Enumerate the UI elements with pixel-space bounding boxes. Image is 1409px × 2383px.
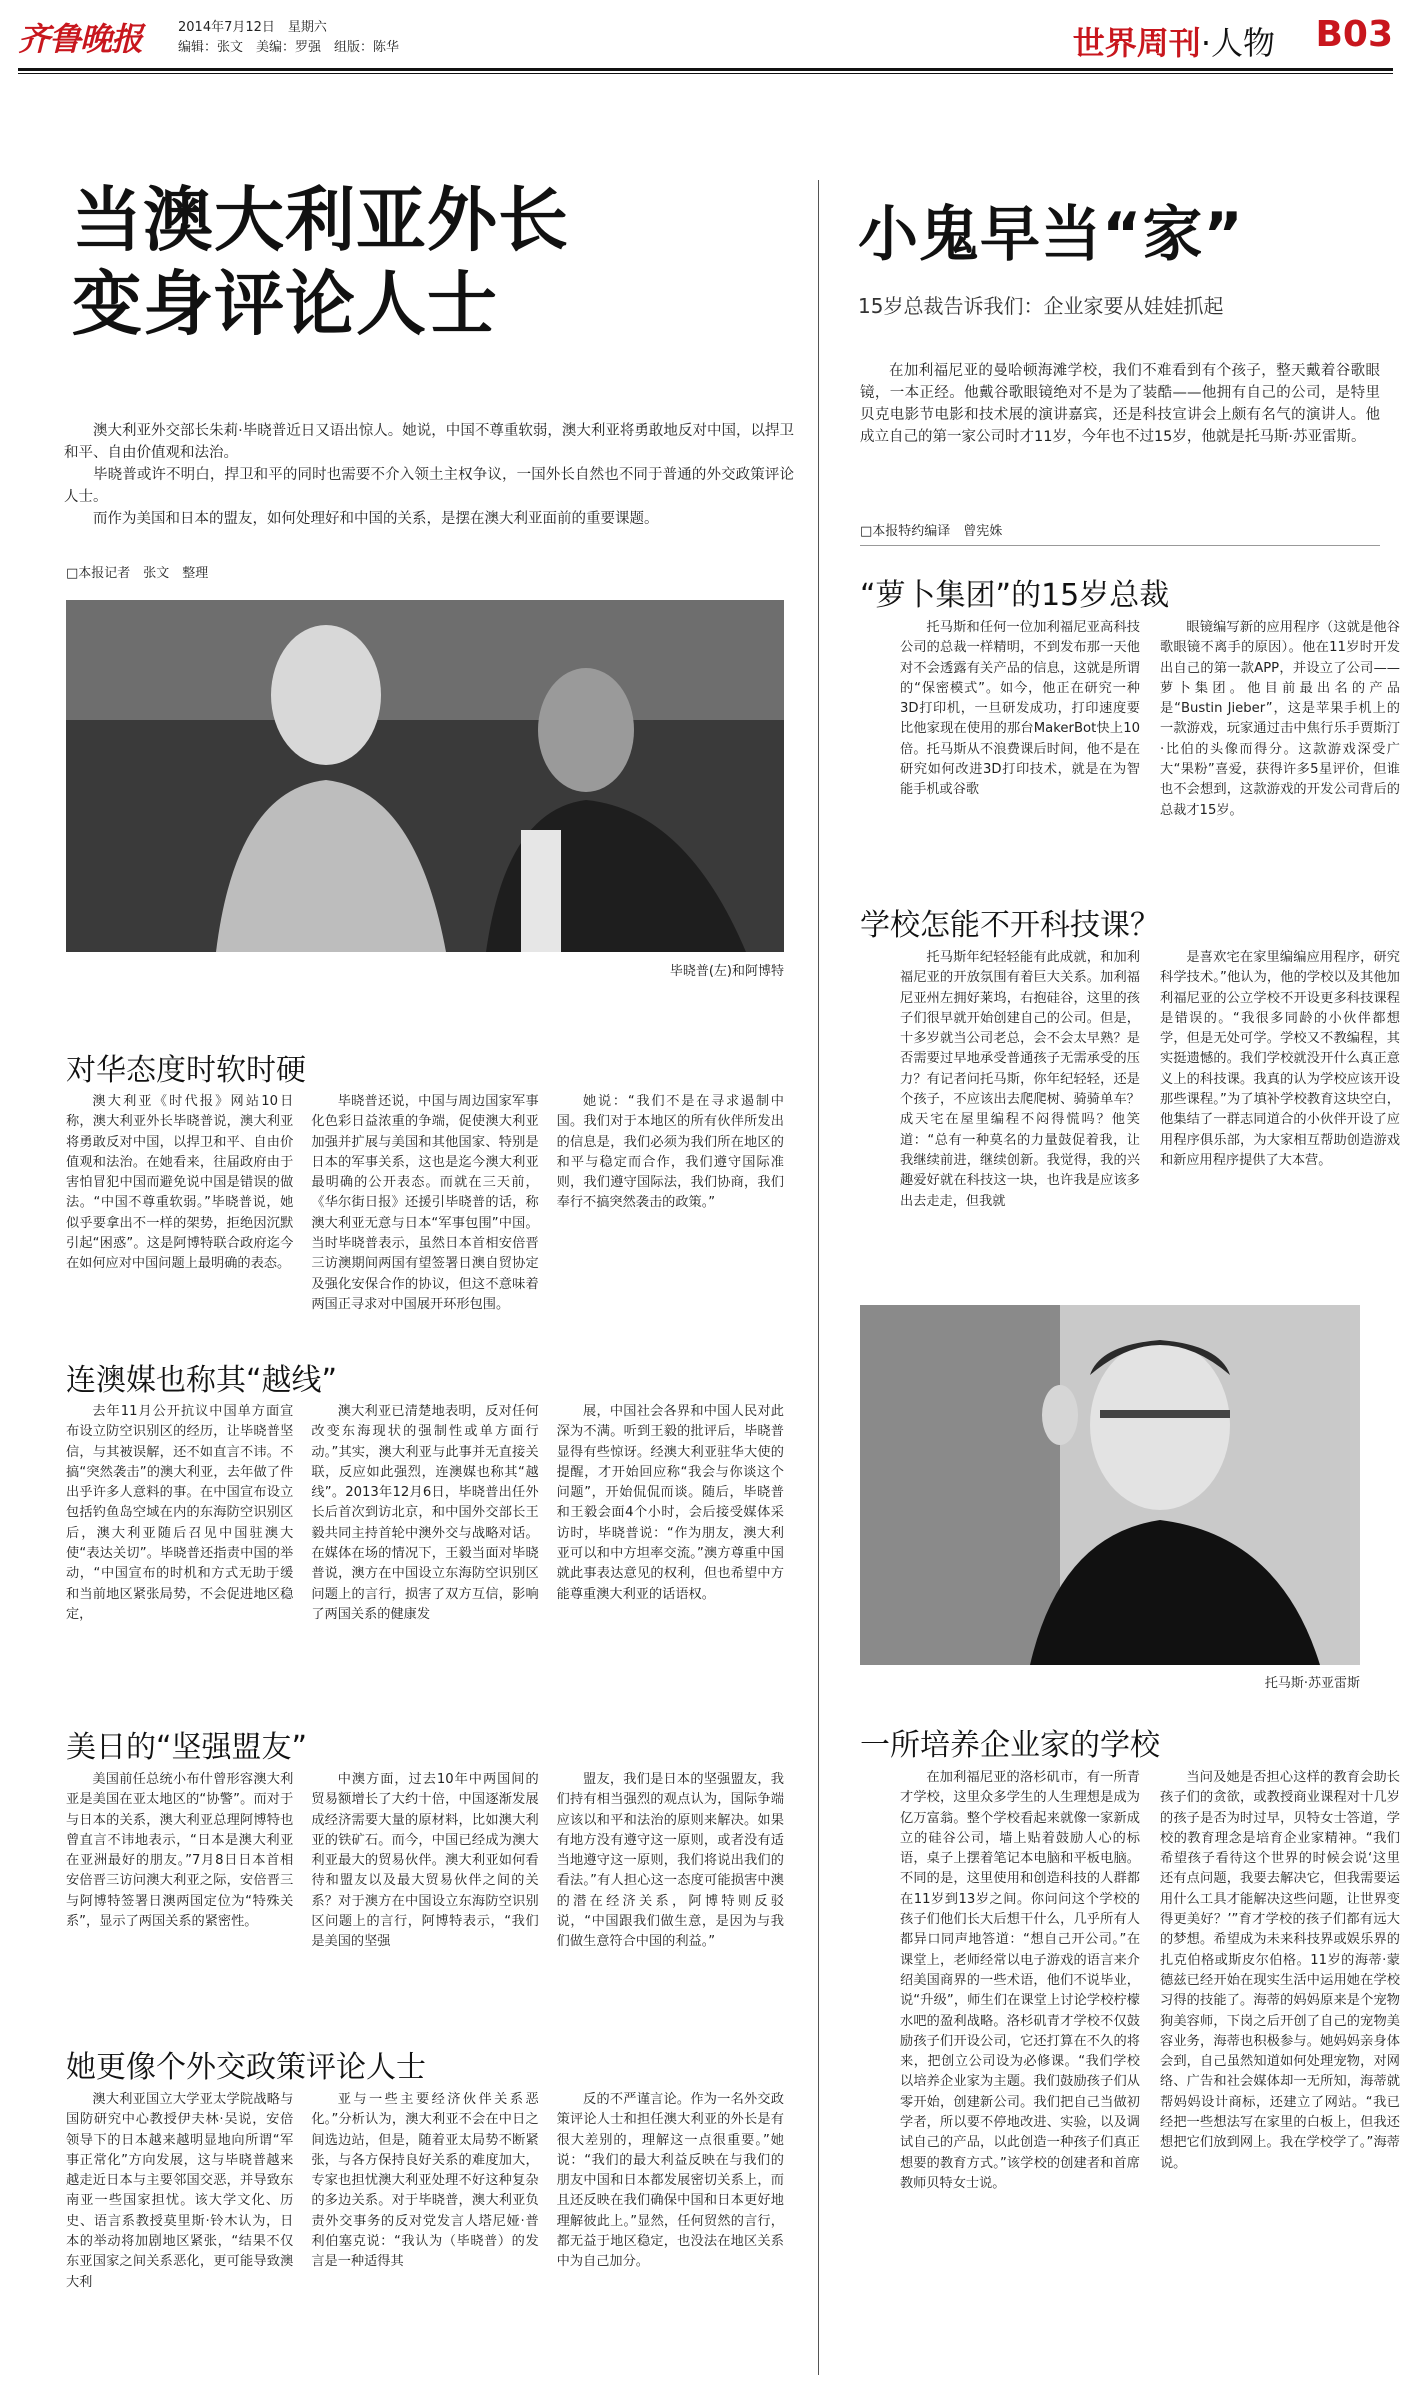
left-section-2-body: [66, 1402, 784, 1692]
bishop-abbott-photo: [66, 600, 784, 952]
text-column: 当问及她是否担心这样的教育会助长孩子们的贪欲，或教授商业课程对十几岁的孩子是否为时过早，贝特女士答道，学校的教育理念是培育企业家精神。“我们希望孩子看待这个世界的时候会说‘这里还有点问题，我要去解决它，但我需要运用什么工具才能解决这些问题，让世界变得更美好？’”育才学校的孩子们都有远大的梦想。希望成为未来科技界或娱乐界的扎克伯格或斯皮尔伯格。11岁的海蒂·蒙德兹已经开始在现实生活中运用她在学校习得的技能了。海蒂的妈妈原来是个宠物狗美容师，下岗之后开创了自己的宠物美容业务，海蒂也积极参与。她妈妈亲身体会到，自己虽然知道如何处理宠物，对网络、广告和社会媒体却一无所知，海蒂就帮妈妈设计商标，还建立了网站。“我已经把一些想法写在家里的白板上，但我还想把它们放到网上。我在学校学了。”海蒂说。: [1160, 1770, 1400, 2171]
text-column: 眼镜编写新的应用程序（这就是他谷歌眼镜不离手的原因）。他在11岁时开发出自己的第一款APP，并设立了公司——萝卜集团。他目前最出名的产品是“Bustin Jieber”，这是苹果手机上的一款游戏，玩家通过击中焦行乐手贾斯汀·比伯的头像而得分。这款游戏深受广大“果粉”喜爱，获得许多5星评价，但谁也不会想到，这款游戏的开发公司背后的总裁才15岁。: [1160, 620, 1400, 818]
right-lead: [860, 360, 1380, 448]
left-headline-line2: 变身评论人士: [72, 263, 498, 345]
left-photo-caption: 毕晓普(左)和阿博特: [669, 964, 784, 979]
text-column: 在加利福尼亚的洛杉矶市，有一所青才学校，这里众多学生的人生理想是成为亿万富翁。整个学校看起来就像一家新成立的硅谷公司，墙上贴着鼓励人心的标语，桌子上摆着笔记本电脑和平板电脑。不同的是，这里使用和创造科技的人群都在11岁到13岁之间。你问问这个学校的孩子们他们长大后想干什么，几乎所有人都异口同声地答道：“想自己开公司。”在课堂上，老师经常以电子游戏的语言来介绍美国商界的一些术语，他们不说毕业，说“升级”，师生们在课堂上讨论学校柠檬水吧的盈利战略。洛杉矶青才学校不仅鼓励孩子们开设公司，它还打算在不久的将来，把创立公司设为必修课。“我们学校以培养企业家为主题。我们鼓励孩子们从零开始，创建新公司。我们把自己当做初学者，所以要不停地改进、实验，以及调试自己的产品，以此创造一种孩子们真正想要的教育方式。”该学校的创建者和首席教师贝特女士说。: [900, 1770, 1140, 2191]
right-rule: [860, 545, 1380, 546]
masthead: [18, 14, 1393, 62]
section-title: [1073, 18, 1275, 64]
left-section-3-body: [66, 1770, 784, 2025]
text-column: 去年11月公开抗议中国单方面宣布设立防空识别区的经历，让毕晓普坚信，与其被误解，还不如直言不讳。不搞“突然袭击”的澳大利亚，去年做了件出乎许多人意料的事。在中国宣布设立包括钓鱼岛空域在内的东海防空识别区后，澳大利亚随后召见中国驻澳大使“表达关切”。毕晓普还指责中国的举动，“中国宣布的时机和方式无助于缓和当前地区紧张局势，不会促进地区稳定，: [66, 1404, 294, 1622]
text-column: 澳大利亚国立大学亚太学院战略与国防研究中心教授伊夫林·吴说，安倍领导下的日本越来越明显地向所谓“军事正常化”方向发展，这与毕晓普越来越走近日本与主要邻国交恶，并导致东南亚一些国家担忧。该大学文化、历史、语言系教授莫里斯·铃木认为，日本的举动将加剧地区紧张，“结果不仅东亚国家之间关系恶化，更可能导致澳大利: [66, 2092, 294, 2290]
right-photo-caption: 托马斯·苏亚雷斯: [1264, 1676, 1360, 1691]
right-section-3-body: [900, 1768, 1400, 2373]
right-subhead-2: 学校怎能不开科技课？: [860, 908, 1160, 943]
issue-date: 2014年7月12日 星期六: [178, 20, 327, 35]
newspaper-logo: 齐鲁晚报: [18, 20, 143, 58]
text-column: 托马斯年纪轻轻能有此成就，和加利福尼亚的开放氛围有着巨大关系。加利福尼亚州左拥好莱坞，右抱硅谷，这里的孩子们很早就开始创建自己的公司。但是，十多岁就当公司老总，会不会太早熟？是否需要过早地承受普通孩子无需承受的压力？有记者问托马斯，你年纪轻轻，还是个孩子，不应该出去爬爬树、骑骑单车？成天宅在屋里编程不闷得慌吗？他笑道：“总有一种莫名的力量鼓促着我，让我继续前进，继续创新。我觉得，我的兴趣爱好就在科技这一块，也许我是应该多出去走走，但我就: [900, 950, 1140, 1209]
lead-paragraph: 在加利福尼亚的曼哈顿海滩学校，我们不难看到有个孩子，整天戴着谷歌眼镜，一本正经。他戴谷歌眼镜绝对不是为了装酷——他拥有自己的公司，是特里贝克电影节电影和技术展的演讲嘉宾，还是科技宣讲会上颇有名气的演讲人。他成立自己的第一家公司时才11岁，今年也不过15岁，他就是托马斯·苏亚雷斯。: [860, 363, 1380, 445]
text-column: 亚与一些主要经济伙伴关系恶化。”分析认为，澳大利亚不会在中日之间选边站，但是，随着亚太局势不断紧张，与各方保持良好关系的难度加大，专家也担忧澳大利亚处理不好这种复杂的多边关系。对于毕晓普，澳大利亚负责外交事务的反对党发言人塔尼娅·普利伯塞克说：“我认为（毕晓普）的发言是一种适得其: [311, 2092, 539, 2270]
left-subhead-3: 美日的“坚强盟友”: [66, 1730, 308, 1765]
text-column: 反的不严谨言论。作为一名外交政策评论人士和担任澳大利亚的外长是有很大差别的，理解这一点很重要。”她说：“我们的最大利益反映在与我们的朋友中国和日本都发展密切关系上，而且还反映在我们确保中国和日本更好地理解彼此上。”显然，任何贸然的言行，都无益于地区稳定，也没法在地区关系中为自己加分。: [556, 2092, 784, 2270]
right-section-2-body: [900, 948, 1400, 1293]
text-column: 毕晓普还说，中国与周边国家军事化色彩日益浓重的争端，促使澳大利亚加强并扩展与美国和其他国家、特别是日本的军事关系，这也是迄今澳大利亚最明确的公开表态。而就在三天前，《华尔街日报》还援引毕晓普的话，称澳大利亚无意与日本“军事包围”中国。当时毕晓普表示，虽然日本首相安倍晋三访澳期间两国有望签署日澳自贸协定及强化安保合作的协议，但这不意味着两国正寻求对中国展开环形包围。: [311, 1094, 539, 1312]
right-byline: □本报特约编译 曾宪姝: [860, 524, 1003, 539]
thomas-suarez-photo: [860, 1305, 1360, 1665]
left-headline-line1: 当澳大利亚外长: [72, 179, 569, 261]
masthead-rule-thin: [18, 73, 1393, 74]
text-column: 澳大利亚《时代报》网站10日称，澳大利亚外长毕晓普说，澳大利亚将勇敢反对中国，以捍卫和平、自由价值观和法治。在她看来，往届政府由于害怕冒犯中国而避免说中国是错误的做法。“中国不尊重软弱。”毕晓普说，她似乎要拿出不一样的架势，拒绝因沉默引起“困惑”。这是阿博特联合政府迄今在如何应对中国问题上最明确的表态。: [66, 1094, 294, 1272]
right-subhead-3: 一所培养企业家的学校: [860, 1728, 1160, 1763]
column-divider: [818, 180, 819, 2375]
left-headline: [72, 178, 772, 346]
right-headline: 小鬼早当“家”: [858, 200, 1244, 270]
left-section-4-body: [66, 2090, 784, 2375]
left-lead: [64, 420, 794, 530]
section-name: 世界周刊: [1072, 24, 1201, 62]
text-column: 展，中国社会各界和中国人民对此深为不满。听到王毅的批评后，毕晓普显得有些惊讶。经澳大利亚驻华大使的提醒，才开始回应称“我会与你谈这个问题”，开始侃侃而谈。随后，毕晓普和王毅会面4个小时，会后接受媒体采访时，毕晓普说：“作为朋友，澳大利亚可以和中方坦率交流。”澳方尊重中国就此事表达意见的权利，但也希望中方能尊重澳大利亚的话语权。: [556, 1404, 784, 1602]
left-subhead-2: 连澳媒也称其“越线”: [66, 1363, 338, 1398]
masthead-rule: [18, 68, 1393, 71]
lead-paragraph: 而作为美国和日本的盟友，如何处理好和中国的关系，是摆在澳大利亚面前的重要课题。: [93, 511, 659, 527]
text-column: 她说：“我们不是在寻求遏制中国。我们对于本地区的所有伙伴所发出的信息是，我们必须为我们所在地区的和平与稳定而合作，我们遵守国际准则，我们遵守国际法，我们协商，我们奉行不搞突然袭击的政策。”: [556, 1094, 784, 1211]
right-section-1-body: [900, 618, 1400, 878]
text-column: 中澳方面，过去10年中两国间的贸易额增长了大约十倍，中国逐渐发展成经济需要大量的原材料，比如澳大利亚的铁矿石。而今，中国已经成为澳大利亚最大的贸易伙伴。澳大利亚如何看待和盟友以及最大贸易伙伴之间的关系？对于澳方在中国设立东海防空识别区问题上的言行，阿博特表示，“我们是美国的坚强: [311, 1772, 539, 1950]
section-sub: ·人物: [1200, 24, 1275, 62]
right-subhead-1: “萝卜集团”的15岁总裁: [860, 578, 1170, 613]
left-subhead-1: 对华态度时软时硬: [66, 1053, 306, 1088]
page-number: B03: [1315, 14, 1393, 55]
right-deck: 15岁总裁告诉我们：企业家要从娃娃抓起: [858, 294, 1224, 318]
lead-paragraph: 澳大利亚外交部长朱莉·毕晓普近日又语出惊人。她说，中国不尊重软弱，澳大利亚将勇敢地反对中国，以捍卫和平、自由价值观和法治。: [64, 423, 794, 461]
lead-paragraph: 毕晓普或许不明白，捍卫和平的同时也需要不介入领土主权争议，一国外长自然也不同于普通的外交政策评论人士。: [64, 467, 794, 505]
text-column: 是喜欢宅在家里编编应用程序，研究科学技术。”他认为，他的学校以及其他加利福尼亚的公立学校不开设更多科技课程是错误的。“我很多同龄的小伙伴都想学，但是无处可学。学校又不教编程，其实挺遗憾的。我们学校就没开什么真正意义上的科技课。我真的认为学校应该开设那些课程。”为了填补学校教育这块空白，他集结了一群志同道合的小伙伴开设了应用程序俱乐部，为大家相互帮助创造游戏和新应用程序提供了大本营。: [1160, 950, 1400, 1168]
editor-credits: 编辑：张文 美编：罗强 组版：陈华: [178, 40, 400, 55]
text-column: 托马斯和任何一位加利福尼亚高科技公司的总裁一样精明，不到发布那一天他对不会透露有关产品的信息，这就是所谓的“保密模式”。如今，他正在研究一种3D打印机，一旦研发成功，打印速度要比他家现在使用的那台MakerBot快上10倍。托马斯从不浪费课后时间，他不是在研究如何改进3D打印技术，就是在为智能手机或谷歌: [900, 620, 1140, 798]
text-column: 澳大利亚已清楚地表明，反对任何改变东海现状的强制性或单方面行动。”其实，澳大利亚与此事并无直接关联，反应如此强烈，连澳媒也称其“越线”。2013年12月6日，毕晓普出任外长后首次到访北京，和中国外交部长王毅共同主持首轮中澳外交与战略对话。在媒体在场的情况下，王毅当面对毕晓普说，澳方在中国设立东海防空识别区问题上的言行，损害了双方互信，影响了两国关系的健康发: [311, 1404, 539, 1622]
left-byline: □本报记者 张文 整理: [66, 566, 209, 581]
left-subhead-4: 她更像个外交政策评论人士: [66, 2050, 426, 2085]
photo-illustration: [860, 1305, 1360, 1665]
left-section-1-body: [66, 1092, 784, 1317]
text-column: 盟友，我们是日本的坚强盟友，我们持有相当强烈的观点认为，国际争端应该以和平和法治的原则来解决。如果有地方没有遵守这一原则，或者没有适当地遵守这一原则，我们将说出我们的看法。”有人担心这一态度可能损害中澳的潜在经济关系，阿博特则反驳说，“中国跟我们做生意，是因为与我们做生意符合中国的利益。”: [556, 1772, 784, 1950]
photo-illustration: [66, 600, 784, 952]
text-column: 美国前任总统小布什曾形容澳大利亚是美国在亚太地区的“协警”。而对于与日本的关系，澳大利亚总理阿博特也曾直言不讳地表示，“日本是澳大利亚在亚洲最好的朋友。”7月8日日本首相安倍晋三访问澳大利亚之际，安倍晋三与阿博特签署日澳两国定位为“特殊关系”，显示了两国关系的紧密性。: [66, 1772, 294, 1930]
